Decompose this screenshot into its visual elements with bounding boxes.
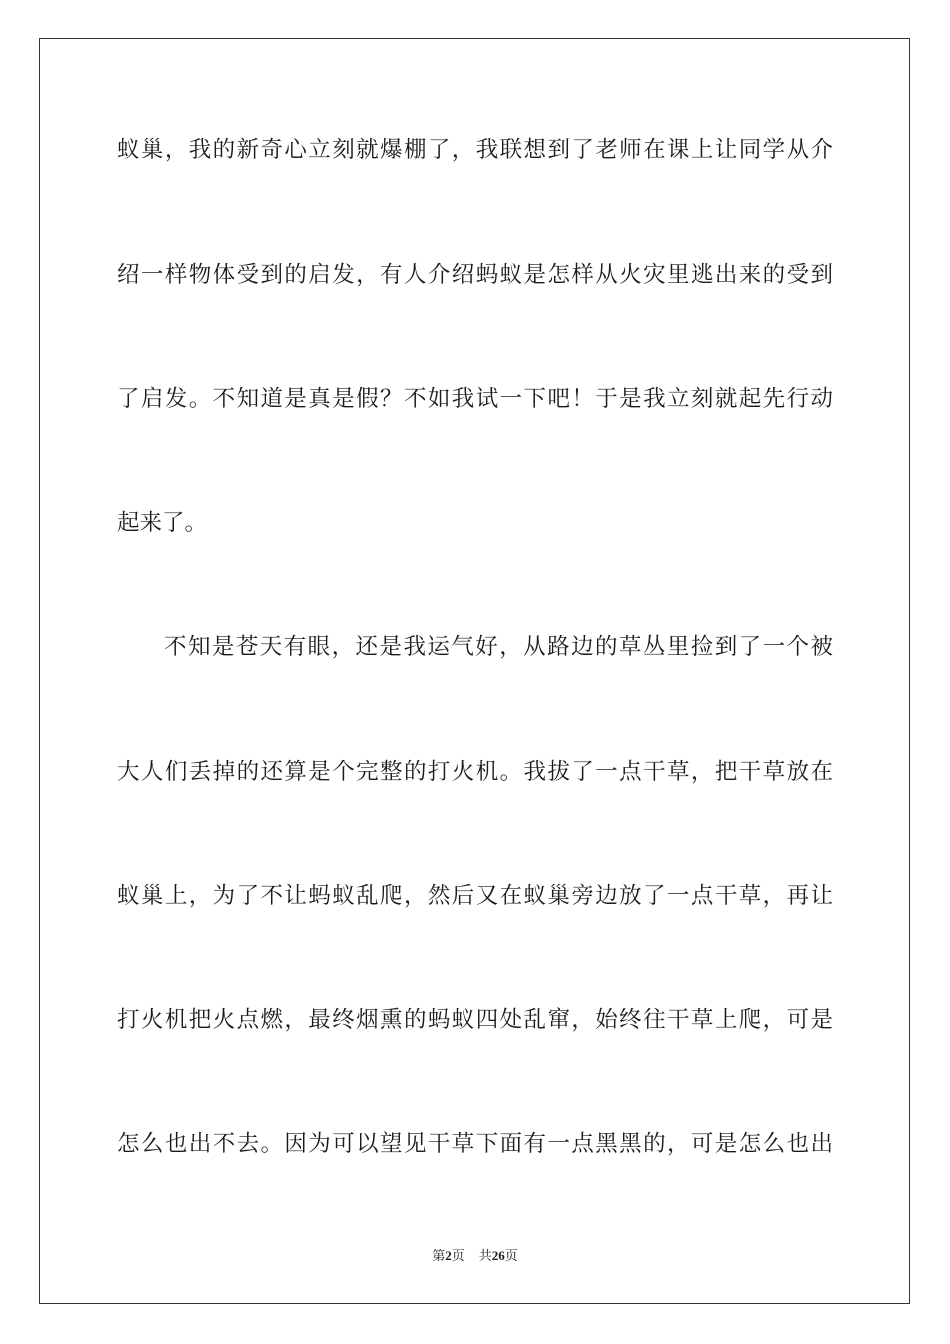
text-line-9: 怎么也出不去。因为可以望见干草下面有一点黑黑的，可是怎么也出 bbox=[117, 1131, 833, 1157]
text-line-2: 绍一样物体受到的启发，有人介绍蚂蚁是怎样从火灾里逃出来的受到 bbox=[117, 262, 833, 288]
text-line-4: 起来了。 bbox=[117, 510, 208, 536]
paragraph-start-line: 不知是苍天有眼，还是我运气好，从路边的草丛里捡到了一个被 bbox=[164, 634, 833, 660]
text-line-6: 大人们丢掉的还算是个完整的打火机。我拔了一点干草，把干草放在 bbox=[117, 759, 833, 785]
text-line-1: 蚁巢，我的新奇心立刻就爆棚了，我联想到了老师在课上让同学从介 bbox=[117, 137, 833, 163]
page-border bbox=[39, 38, 910, 1304]
text-line-8: 打火机把火点燃，最终烟熏的蚂蚁四处乱窜，始终往干草上爬，可是 bbox=[117, 1007, 833, 1033]
text-line-7: 蚁巢上，为了不让蚂蚁乱爬，然后又在蚁巢旁边放了一点干草，再让 bbox=[117, 883, 833, 909]
page-number: 2 bbox=[445, 1248, 452, 1263]
total-prefix: 共 bbox=[478, 1249, 492, 1264]
total-suffix: 页 bbox=[504, 1249, 518, 1264]
page-suffix: 页 bbox=[451, 1249, 465, 1264]
page-footer bbox=[0, 1246, 950, 1267]
total-pages: 26 bbox=[491, 1248, 505, 1263]
text-line-3: 了启发。不知道是真是假？不如我试一下吧！于是我立刻就起先行动 bbox=[117, 386, 833, 412]
page-prefix: 第 bbox=[432, 1249, 446, 1264]
